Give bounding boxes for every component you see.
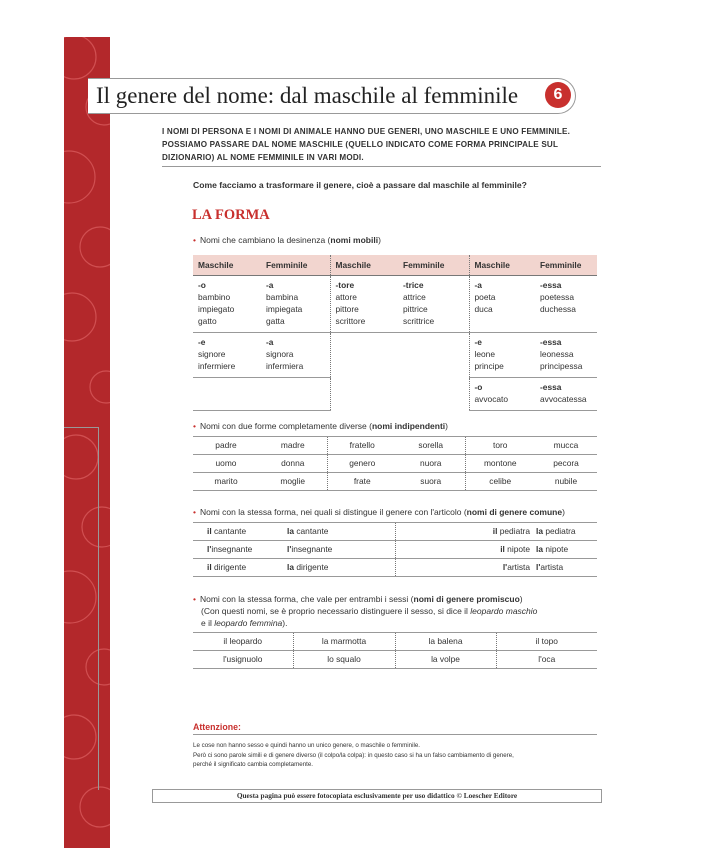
cell: l'insegnante — [287, 541, 395, 559]
bullet-indipendenti: • Nomi con due forme completamente diverse (nomi indipendenti) — [193, 421, 448, 431]
col-header: Femminile — [398, 255, 469, 276]
word-list: bambina impiegata gatta — [266, 292, 303, 326]
cell: mucca — [535, 437, 597, 455]
cell: l'usignuolo — [193, 651, 293, 669]
cell: l'oca — [496, 651, 597, 669]
cell: nuora — [397, 455, 465, 473]
col-header: Maschile — [193, 255, 261, 276]
col-header: Femminile — [261, 255, 330, 276]
suffix: -essa — [540, 382, 562, 392]
intro-text: I NOMI DI PERSONA E I NOMI DI ANIMALE HANNO DUE GENERI, UNO MASCHILE E UNO FEMMINILE. POSSIAMO PASSARE DAL NOME MASCHILE (QUELLO INDICATO COME FORMA PRINCIPALE SUL DIZIONARIO) AL NOME FEMMINILE IN VARI MODI. — [162, 127, 571, 162]
cell: il topo — [496, 633, 597, 651]
col-header: Femminile — [535, 255, 597, 276]
suffix: -o — [474, 382, 483, 392]
bullet-promiscuo: • Nomi con la stessa forma, che vale per entrambi i sessi (nomi di genere promiscuo) (Con questi nomi, se è proprio necessario distinguere il sesso, si dice il leopardo maschio e il leopardo femmina). — [193, 594, 538, 628]
cell: marito — [193, 473, 259, 491]
suffix: -essa — [540, 280, 562, 290]
cell: la balena — [395, 633, 496, 651]
cell: genero — [327, 455, 397, 473]
mobili-table — [193, 255, 597, 411]
word-list: bambino impiegato gatto — [198, 292, 235, 326]
suffix: -e — [198, 337, 206, 347]
word-list: poetessa duchessa — [540, 292, 576, 314]
cell: l'artista — [536, 559, 597, 577]
suffix: -a — [266, 280, 274, 290]
cell: la marmotta — [293, 633, 395, 651]
copyright-footer: Questa pagina può essere fotocopiata esclusivamente per uso didattico © Loescher Editore — [152, 789, 602, 803]
bullet-dot: • — [193, 421, 196, 431]
cell: il nipote — [395, 541, 536, 559]
bullet-dot: • — [193, 235, 196, 245]
cell: la cantante — [287, 523, 395, 541]
margin-frame — [64, 427, 99, 790]
table-row — [193, 276, 597, 333]
indipendenti-table — [193, 436, 597, 491]
section-title: LA FORMA — [192, 207, 270, 223]
table-header — [193, 255, 597, 276]
table-row — [193, 633, 597, 651]
divider — [193, 734, 597, 735]
word-list: signore infermiere — [198, 349, 236, 371]
cell: padre — [193, 437, 259, 455]
cell: toro — [465, 437, 535, 455]
word-list: avvocato — [474, 394, 509, 404]
table-row — [193, 523, 597, 541]
bullet-dot: • — [193, 594, 196, 604]
cell: il dirigente — [193, 559, 287, 577]
table-row — [193, 651, 597, 669]
divider — [162, 166, 601, 167]
cell: madre — [259, 437, 327, 455]
bullet-comune: • Nomi con la stessa forma, nei quali si distingue il genere con l'articolo (nomi di genere comune) — [193, 507, 565, 517]
suffix: -o — [198, 280, 206, 290]
col-header: Maschile — [469, 255, 535, 276]
cell: l'insegnante — [193, 541, 287, 559]
suffix: -a — [474, 280, 482, 290]
cell: la pediatra — [536, 523, 597, 541]
cell: la volpe — [395, 651, 496, 669]
word-list: signora infermiera — [266, 349, 304, 371]
cell: donna — [259, 455, 327, 473]
cell: uomo — [193, 455, 259, 473]
suffix: -trice — [403, 280, 424, 290]
cell: la dirigente — [287, 559, 395, 577]
table-row — [193, 333, 597, 378]
bullet-mobili: • Nomi che cambiano la desinenza (nomi mobili) — [193, 235, 381, 245]
cell: pecora — [535, 455, 597, 473]
table-row — [193, 559, 597, 577]
col-header: Maschile — [330, 255, 398, 276]
cell: il cantante — [193, 523, 287, 541]
attention-text: Le cose non hanno sesso e quindi hanno un unico genere, o maschile o femminile. Però ci sono parole simili e di genere diverso (il colpo/la colpa): in questo caso si ha un falso cambiamento di genere, perché il significato cambia completamente. — [193, 742, 514, 768]
word-list: poeta duca — [474, 292, 496, 314]
page-title: Il genere del nome: dal maschile al femminile — [96, 83, 519, 108]
word-list: attore pittore scrittore — [335, 292, 366, 326]
cell: nubile — [535, 473, 597, 491]
table-row — [193, 437, 597, 455]
cell: moglie — [259, 473, 327, 491]
promiscuo-table — [193, 632, 597, 669]
question: Come facciamo a trasformare il genere, cioè a passare dal maschile al femminile? — [193, 180, 527, 190]
suffix: -a — [266, 337, 274, 347]
word-list: attrice pittrice scrittrice — [403, 292, 435, 326]
cell: sorella — [397, 437, 465, 455]
word-list: leone principe — [474, 349, 504, 371]
cell: la nipote — [536, 541, 597, 559]
suffix: -e — [474, 337, 482, 347]
cell: celibe — [465, 473, 535, 491]
suffix: -essa — [540, 337, 562, 347]
suffix: -tore — [335, 280, 355, 290]
cell: frate — [327, 473, 397, 491]
cell: il pediatra — [395, 523, 536, 541]
table-row — [193, 473, 597, 491]
table-row — [193, 455, 597, 473]
bullet-dot: • — [193, 507, 196, 517]
cell: montone — [465, 455, 535, 473]
cell: lo squalo — [293, 651, 395, 669]
table-row — [193, 541, 597, 559]
attention-title: Attenzione: — [193, 722, 241, 732]
cell: l'artista — [395, 559, 536, 577]
comune-table — [193, 522, 597, 577]
cell: suora — [397, 473, 465, 491]
word-list: avvocatessa — [540, 394, 587, 404]
cell: fratello — [327, 437, 397, 455]
word-list: leonessa principessa — [540, 349, 583, 371]
chapter-badge: 6 — [545, 82, 571, 108]
cell: il leopardo — [193, 633, 293, 651]
